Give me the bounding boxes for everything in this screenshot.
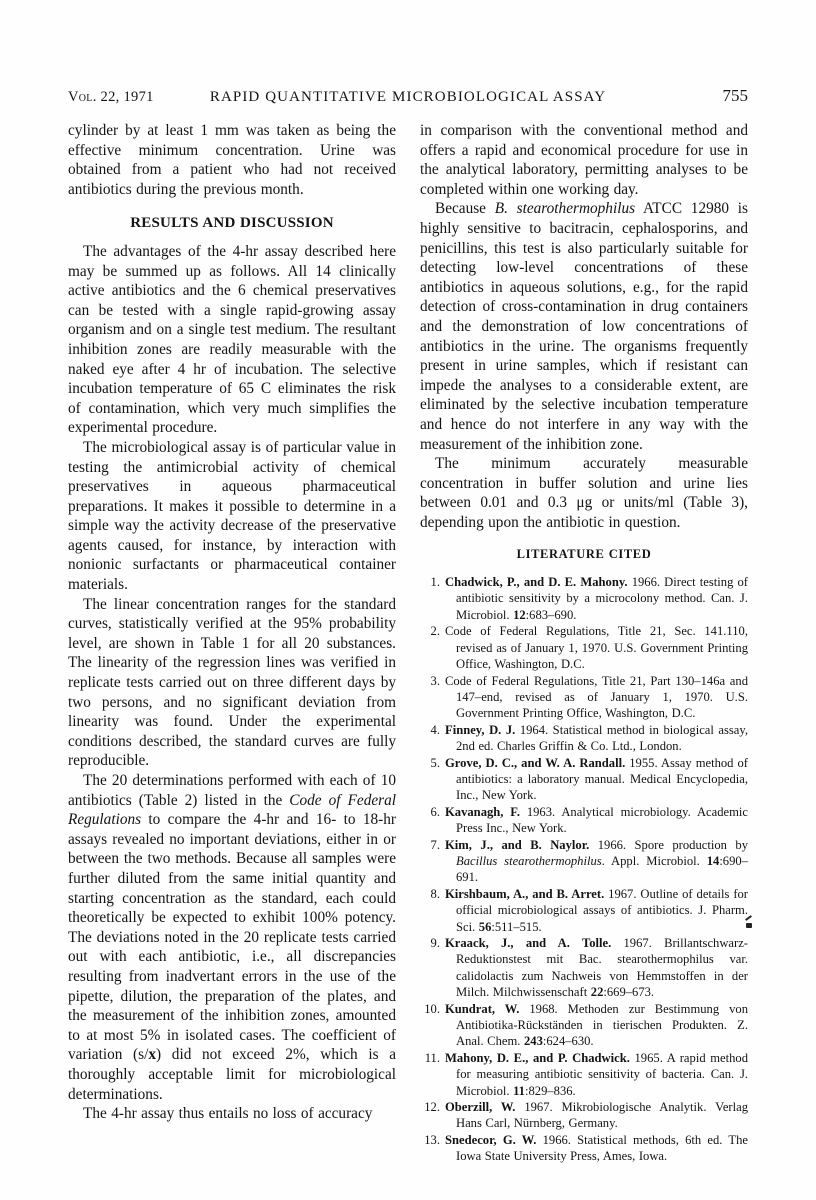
text-run: Grove, D. C., and W. A. Randall. xyxy=(445,755,626,770)
reference-item xyxy=(420,804,748,837)
text-run: x xyxy=(148,1046,157,1064)
reference-item xyxy=(420,1099,748,1132)
text-run: Mahony, D. E., and P. Chadwick. xyxy=(445,1050,630,1065)
text-run: Kim, J., and B. Naylor. xyxy=(445,837,590,852)
text-run: 1965. A rapid method for measuring antibiotic sensitivity of bacteria. Can. J. Microbiol. xyxy=(456,1050,748,1098)
reference-item xyxy=(420,1132,748,1165)
text-run: Because xyxy=(435,200,495,218)
text-run: :683–690. xyxy=(525,607,577,622)
reference-number: 4. xyxy=(430,722,440,737)
page-body xyxy=(68,121,748,1165)
text-run: 243 xyxy=(523,1034,543,1049)
text-run: Code of Federal Regulations xyxy=(68,791,396,829)
ink-smudge-artifact xyxy=(744,917,753,931)
reference-item xyxy=(420,1050,748,1099)
reference-item xyxy=(420,935,748,1001)
body-paragraph xyxy=(68,438,396,595)
text-run: Oberzill, W. xyxy=(445,1100,516,1115)
reference-number: 1. xyxy=(430,575,440,590)
reference-number: 3. xyxy=(430,673,440,688)
text-run: 1964. Statistical method in biological assay, 2nd ed. Charles Griffin & Co. Ltd., London. xyxy=(456,722,749,754)
body-paragraph xyxy=(420,121,748,199)
text-run: 1966. Statistical methods, 6th ed. The Iowa State University Press, Ames, Iowa. xyxy=(456,1132,749,1164)
text-run: ) did not exceed 2%, which is a thoroughly acceptable limit for microbiological determinations. xyxy=(68,1046,397,1103)
reference-number: 12. xyxy=(424,1100,440,1115)
text-run: Bacillus stearothermophilus xyxy=(456,853,602,868)
text-run: Code of Federal Regulations, Title 21, Part 130–146a and 147–end, revised as of January 1, 1970. U.S. Government Printing Office, Washington, D.C. xyxy=(445,673,748,721)
body-paragraph xyxy=(68,771,396,1104)
text-run: Kavanagh, F. xyxy=(445,804,520,819)
text-run: cylinder by at least 1 mm was taken as being the effective minimum concentration. Urine was obtained from a patient who had not received antibiotics during the previous month. xyxy=(68,122,396,198)
reference-item xyxy=(420,673,748,722)
reference-number: 9. xyxy=(430,936,440,950)
text-run: 1967. Outline of details for official microbiological assays of antibiotics. J. Pharm. Sci. xyxy=(456,886,749,934)
body-paragraph xyxy=(68,1104,396,1124)
text-run: The minimum accurately measurable concentration in buffer solution and urine lies between 0.01 and 0.3 μg or units/ml (Table 3), depending upon the antibiotic in question. xyxy=(420,455,748,531)
text-run: 1967. Brillantschwarz-Reduktionstest mit Bac. stearothermophilus var. calidolactis zum Nachweis von Hemmstoffen in der Milch. Milchwissenschaft xyxy=(456,936,748,1000)
text-run: to compare the 4-hr and 16- to 18-hr assays revealed no important deviations, either in or between the two methods. Because all samples were further diluted from the same initial quantity and starting concentration as the standard, each could theoretically be expected to exhibit 100% potency. The deviations noted in the 20 replicate tests carried out with each antibiotic, i.e., all discrepancies resulting from inadvertant errors in the use of the pipette, dilution, the preparation of the plates, and the measurement of the inhibition zones, amounted to at most 5% in isolated cases. The coefficient of variation (s/ xyxy=(68,811,396,1064)
text-run: 12 xyxy=(513,607,526,622)
text-run: Finney, D. J. xyxy=(445,722,516,737)
body-paragraph xyxy=(420,454,748,532)
text-run: :669–673. xyxy=(603,985,655,1000)
left-column xyxy=(68,121,396,1165)
text-run: 14 xyxy=(706,853,720,868)
reference-number: 11. xyxy=(424,1050,440,1065)
reference-item xyxy=(420,722,748,755)
text-run: Kirshbaum, A., and B. Arret. xyxy=(445,886,605,901)
reference-item xyxy=(420,755,748,804)
text-run: 11 xyxy=(513,1083,525,1098)
volume-label: Vol. 22, 1971 xyxy=(68,89,154,105)
right-column xyxy=(420,121,748,1165)
text-run: :829–836. xyxy=(524,1083,576,1098)
text-run: Code of Federal Regulations, Title 21, Sec. 141.110, revised as of January 1, 1970. U.S. Government Printing Office, Washington, D.C. xyxy=(445,624,748,672)
text-run: 1966. Direct testing of antibiotic sensitivity by a microcolony method. Can. J. Microbiol. xyxy=(456,575,748,622)
text-run: 1968. Methoden zur Bestimmung von Antibiotika-Rückständen in tierischen Produkten. Z. Anal. Chem. xyxy=(456,1001,748,1049)
text-run: The 20 determinations performed with each of 10 antibiotics (Table 2) listed in the xyxy=(68,772,396,809)
text-run: Snedecor, G. W. xyxy=(445,1132,537,1147)
reference-number: 10. xyxy=(424,1001,440,1016)
running-header xyxy=(68,86,748,106)
text-run: 22 xyxy=(590,985,604,1000)
page-number: 755 xyxy=(722,86,748,105)
reference-item xyxy=(420,886,748,935)
text-run: ATCC 12980 is highly sensitive to bacitracin, cephalosporins, and penicillins, this test is also particularly suitable for detecting low-level concentrations of these antibiotics in aqueous solutions, e.g., for the rapid detection of cross-contamination in drug containers and the demonstration of low concentrations of antibiotics in the urine. The organisms frequently present in urine samples, which if resistant can impede the analyses to a considerable extent, are eliminated by the selective incubation temperature and hence do not interfere in any way with the measurement of the inhibition zone. xyxy=(420,200,748,453)
text-run: 1963. Analytical microbiology. Academic Press Inc., New York. xyxy=(456,804,749,836)
text-run: :511–515. xyxy=(491,919,542,934)
reference-item xyxy=(420,1001,748,1050)
reference-number: 6. xyxy=(430,804,440,819)
text-run: Kundrat, W. xyxy=(445,1001,520,1016)
body-paragraph xyxy=(68,121,396,199)
text-run: 1966. Spore production by xyxy=(589,837,748,852)
text-run: 1967. Mikrobiologische Analytik. Verlag Hans Carl, Nürnberg, Germany. xyxy=(456,1100,748,1131)
text-run: Kraack, J., and A. Tolle. xyxy=(445,936,612,950)
reference-number: 7. xyxy=(430,837,440,852)
text-run: The advantages of the 4-hr assay described here may be summed up as follows. All 14 clinically active antibiotics and the 6 chemical preservatives can be tested with a single rapid-growing assay organism and on a single test medium. The resultant inhibition zones are readily measurable with the naked eye after 4 hr of incubation. The selective incubation temperature of 65 C eliminates the risk of contamination, which very much simplifies the experimental procedure. xyxy=(68,242,396,437)
body-paragraph xyxy=(420,199,748,454)
reference-number: 5. xyxy=(430,755,440,770)
reference-item xyxy=(420,623,748,672)
text-run: The microbiological assay is of particular value in testing the antimicrobial activity of chemical preservatives in aqueous pharmaceutical preparations. It makes it possible to determine in a simple way the activity decrease of the preservative agents caused, for instance, by interaction with nonionic surfactants or pharmaceutical container materials. xyxy=(68,438,396,594)
text-run: in comparison with the conventional method and offers a rapid and economical procedure for use in the analytical laboratory, permitting analyses to be completed within one working day. xyxy=(420,122,748,198)
text-run: The linear concentration ranges for the standard curves, statistically verified at the 95% probability level, are shown in Table 1 for all 20 substances. The linearity of the regression lines was verified in replicate tests carried out on three different days by two persons, and no significant deviation from linearity was found. Under the experimental conditions described, the standard curves are fully reproducible. xyxy=(68,595,396,770)
reference-number: 2. xyxy=(430,624,440,639)
running-title: RAPID QUANTITATIVE MICROBIOLOGICAL ASSAY xyxy=(209,89,607,105)
text-run: Chadwick, P., and D. E. Mahony. xyxy=(445,575,628,590)
reference-number: 13. xyxy=(424,1132,440,1147)
body-paragraph xyxy=(68,595,396,771)
text-run: :624–630. xyxy=(542,1034,594,1049)
text-run: . Appl. Microbiol. xyxy=(601,853,707,868)
text-run: 1955. Assay method of antibiotics: a laboratory manual. Medical Encyclopedia, Inc., New York. xyxy=(456,755,748,803)
section-heading: RESULTS AND DISCUSSION xyxy=(130,215,334,232)
reference-item xyxy=(420,837,748,886)
text-run: B. stearothermophilus xyxy=(494,200,636,218)
text-run: :690–691. xyxy=(456,853,748,885)
body-paragraph xyxy=(68,242,396,438)
text-run: The 4-hr assay thus entails no loss of accuracy xyxy=(83,1105,373,1123)
reference-number: 8. xyxy=(430,886,440,901)
reference-item xyxy=(420,574,748,623)
text-run: 56 xyxy=(478,919,492,934)
literature-cited-heading: LITERATURE CITED xyxy=(516,547,652,562)
